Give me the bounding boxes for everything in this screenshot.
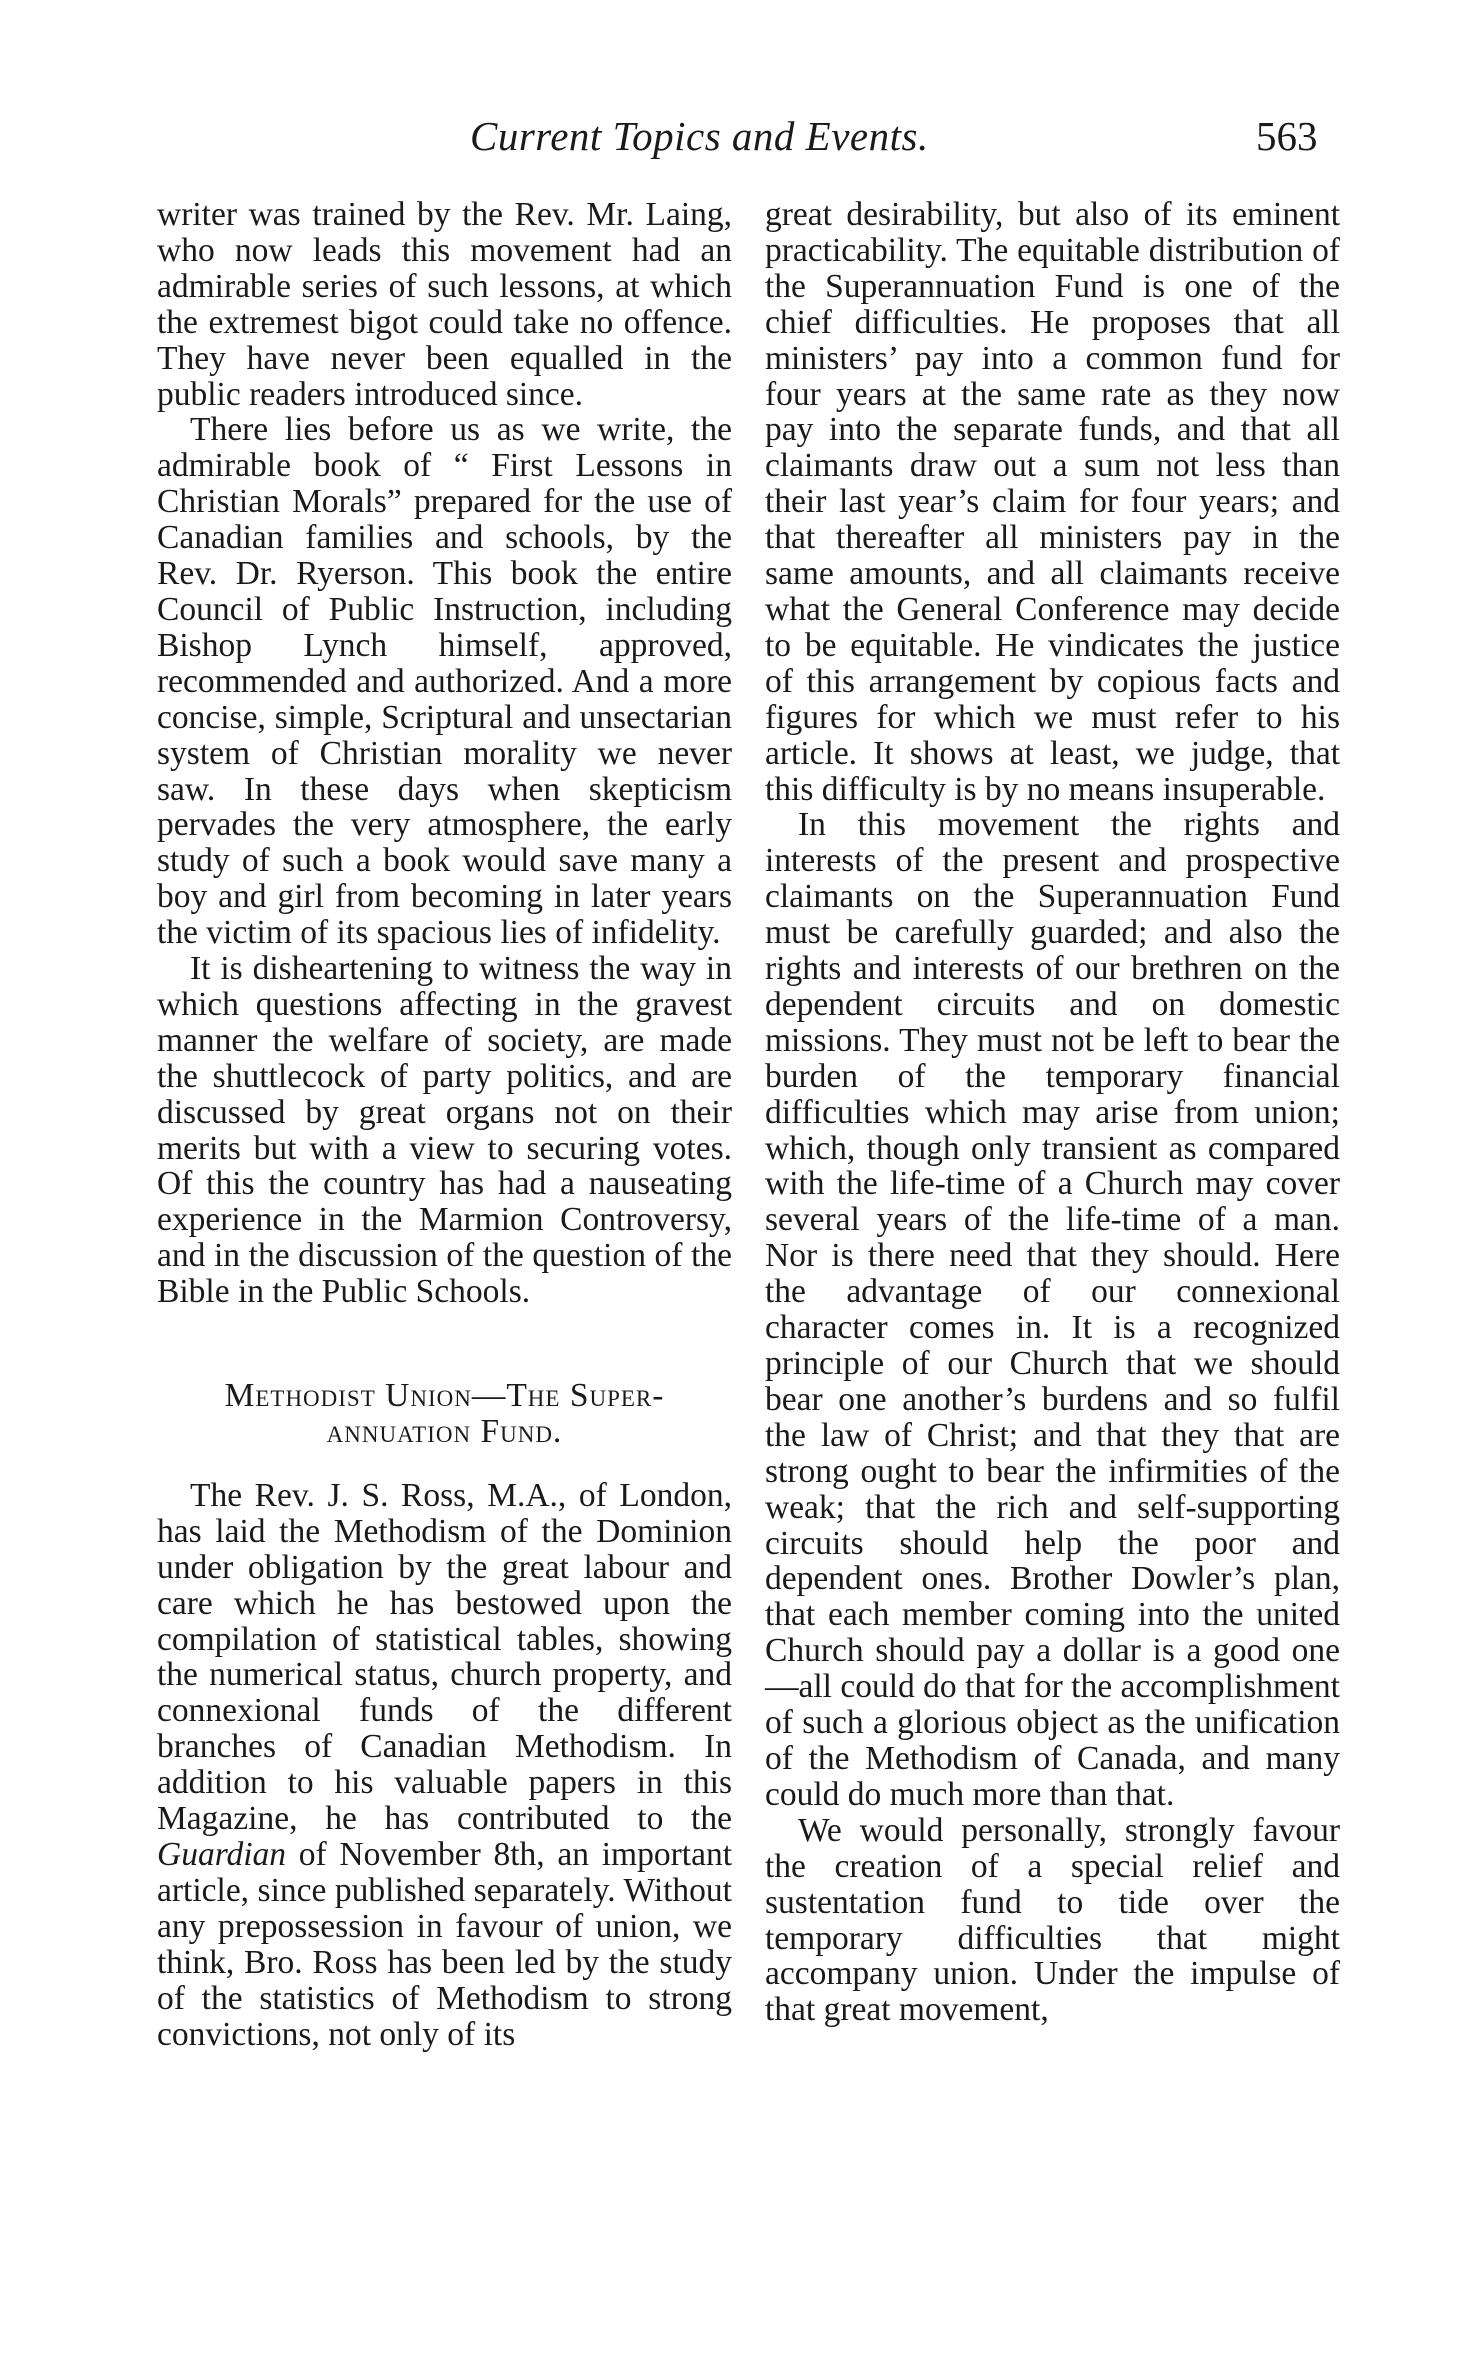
section-heading-line-1: Methodist Union—The Super- [224,1377,665,1415]
running-head [0,112,1466,172]
paragraph-ross-text-a: The Rev. J. S. Ross, M.A., of London, has laid the Methodism of the Dominion under obligation by the great labour and care which he has bestowed upon the compilation of statistical tables, showing the numerical status, church property, and connexional funds of the different branches of Canadian Methodism. In addition to his valuable papers in this Magazine, he has contributed to the [157,1476,732,1838]
section-heading [157,1378,732,1450]
paragraph-relief-fund: We would personally, strongly favour the creation of a special relief and sustentation fund to tide over the temporary difficulties that might accompany union. Under the impulse of that great movement, [765,1811,1340,2029]
paragraph-superannuation-plan: great desirability, but also of its eminent practicability. The equitable distribution of the Superannuation Fund is one of the chief difficulties. He proposes that all ministers’ pay into a common fund for four years at the same rate as they now pay into the separate funds, and that all claimants draw out a sum not less than their last year’s claim for four years; and that thereafter all ministers pay in the same amounts, and all claimants receive what the General Conference may decide to be equitable. He vindicates the justice of this arrangement by copious facts and figures for which we must refer to his article. It shows at least, we judge, that this difficulty is by no means insuperable. [765,196,1340,808]
section-heading-line-2: annuation Fund. [326,1413,563,1450]
publication-title-guardian: Guardian [157,1835,287,1873]
page-number: 563 [1256,113,1318,159]
left-column [157,197,732,2052]
paragraph-ross-statistics [157,1478,732,2053]
paragraph-ross-text-b: of November 8th, an important article, since published separately. Without any prepossession in favour of union, we think, Bro. Ross has been led by the study of the statistics of Methodism to strong convictions, not only of its [157,1835,732,2053]
running-title: Current Topics and Events. [470,113,929,159]
right-column [765,197,1340,2028]
paragraph-party-politics: It is disheartening to witness the way in which questions affecting in the gravest manner the welfare of society, are made the shuttlecock of party politics, and are discussed by great organs not on their merits but with a view to securing votes. Of this the country has had a nauseating experience in the Marmion Controversy, and in the discussion of the question of the Bible in the Public Schools. [157,950,732,1311]
paragraph-rights-interests: In this movement the rights and interests of the present and prospective claimants on the Superannuation Fund must be carefully guarded; and also the rights and interests of our brethren on the dependent circuits and on domestic missions. They must not be left to bear the burden of the temporary financial difficulties which may arise from union; which, though only transient as compared with the life-time of a Church may cover several years of the life-time of a man. Nor is there need that they should. Here the advantage of our connexional character comes in. It is a recognized principle of our Church that we should bear one another’s burdens and so fulfil the law of Christ; and that they that are strong ought to bear the infirmities of the weak; that the rich and self-supporting circuits should help the poor and dependent ones. Brother Dowler’s plan, that each member coming into the united Church should pay a dollar is a good one—all could do that for the accomplishment of such a glorious object as the unification of the Methodism of Canada, and many could do much more than that. [765,806,1340,1813]
paragraph-continued: writer was trained by the Rev. Mr. Laing, who now leads this movement had an admirable series of such lessons, at which the extremest bigot could take no offence. They have never been equalled in the public readers introduced since. [157,196,732,413]
paragraph-first-lessons: There lies before us as we write, the admirable book of “ First Lessons in Christian Morals” prepared for the use of Canadian families and schools, by the Rev. Dr. Ryerson. This book the entire Council of Public Instruction, including Bishop Lynch himself, approved, recommended and authorized. And a more concise, simple, Scriptural and unsectarian system of Christian morality we never saw. In these days when skepticism pervades the very atmosphere, the early study of such a book would save many a boy and girl from becoming in later years the victim of its spacious lies of infidelity. [157,411,732,952]
